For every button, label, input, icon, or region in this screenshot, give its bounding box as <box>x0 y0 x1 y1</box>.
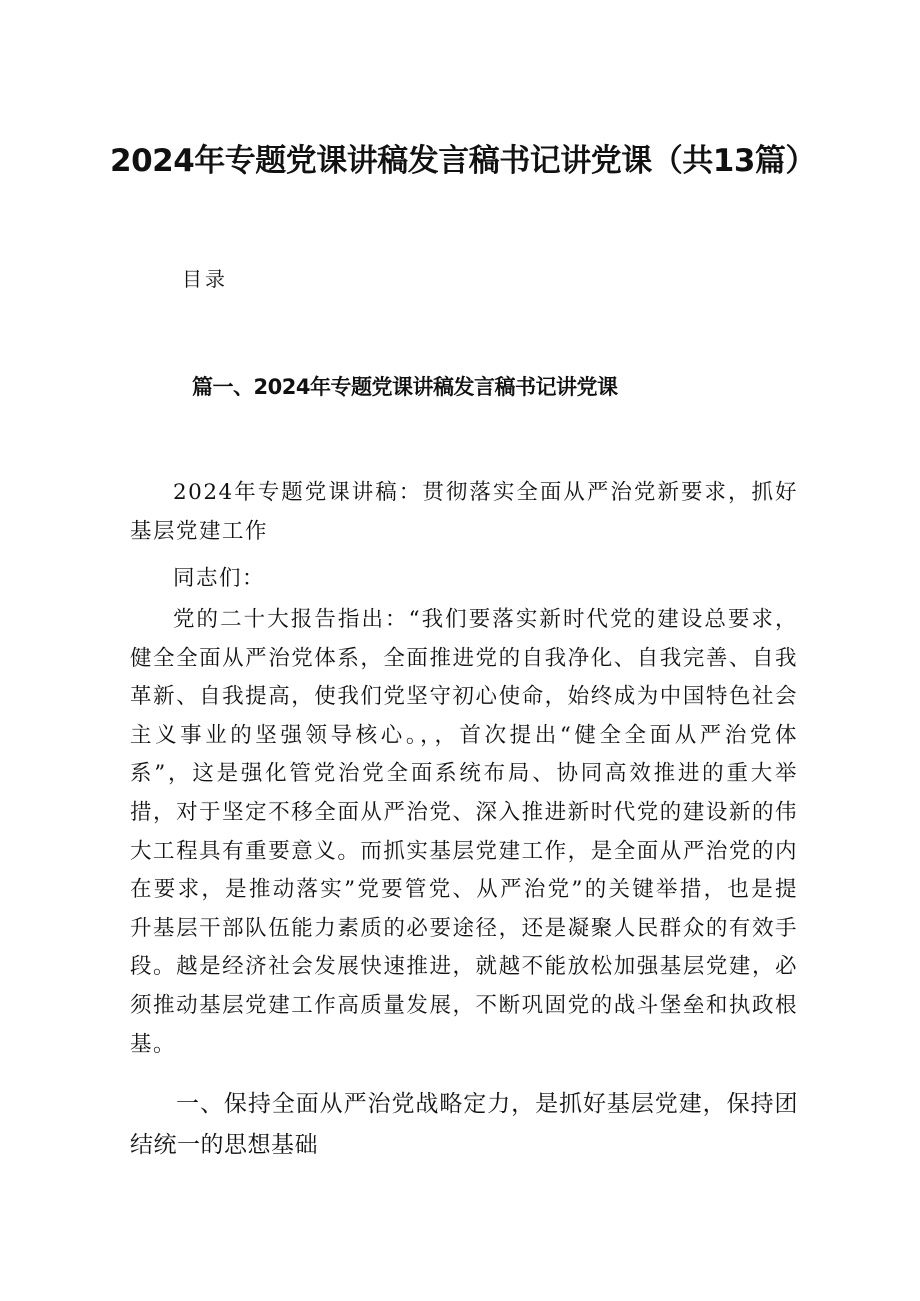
document-title: 2024年专题党课讲稿发言稿书记讲党课（共13篇） <box>110 143 816 179</box>
toc-item-1: 篇一、2024年专题党课讲稿发言稿书记讲党课 <box>192 375 618 399</box>
section-heading: 一、保持全面从严治党战略定力，是抓好基层党建，保持团结统一的思想基础 <box>130 1091 798 1158</box>
greeting: 同志们： <box>173 566 266 591</box>
speech-subtitle: 2024年专题党课讲稿：贯彻落实全面从严治党新要求，抓好基层党建工作 <box>130 480 798 544</box>
body-paragraph: 党的二十大报告指出：“我们要落实新时代党的建设总要求，健全全面从严治党体系，全面推进党的自我净化、自我完善、自我革新、自我提高，使我们党坚守初心使命，始终成为中国特色社会主义事业的坚强领导核心。，，首次提出“健全全面从严治党体系”，这是强化管党治党全面系统布局、协同高效推进的重大举措，对于坚定不移全面从严治党、深入推进新时代党的建设新的伟大工程具有重要意义。而抓实基层党建工作，是全面从严治党的内在要求，是推动落实”党要管党、从严治党”的关键举措，也是提升基层干部队伍能力素质的必要途径，还是凝聚人民群众的有效手段。越是经济社会发展快速推进，就越不能放松加强基层党建，必须推动基层党建工作高质量发展，不断巩固党的战斗堡垒和执政根基。 <box>130 607 798 1057</box>
toc-label: 目录 <box>182 267 228 291</box>
